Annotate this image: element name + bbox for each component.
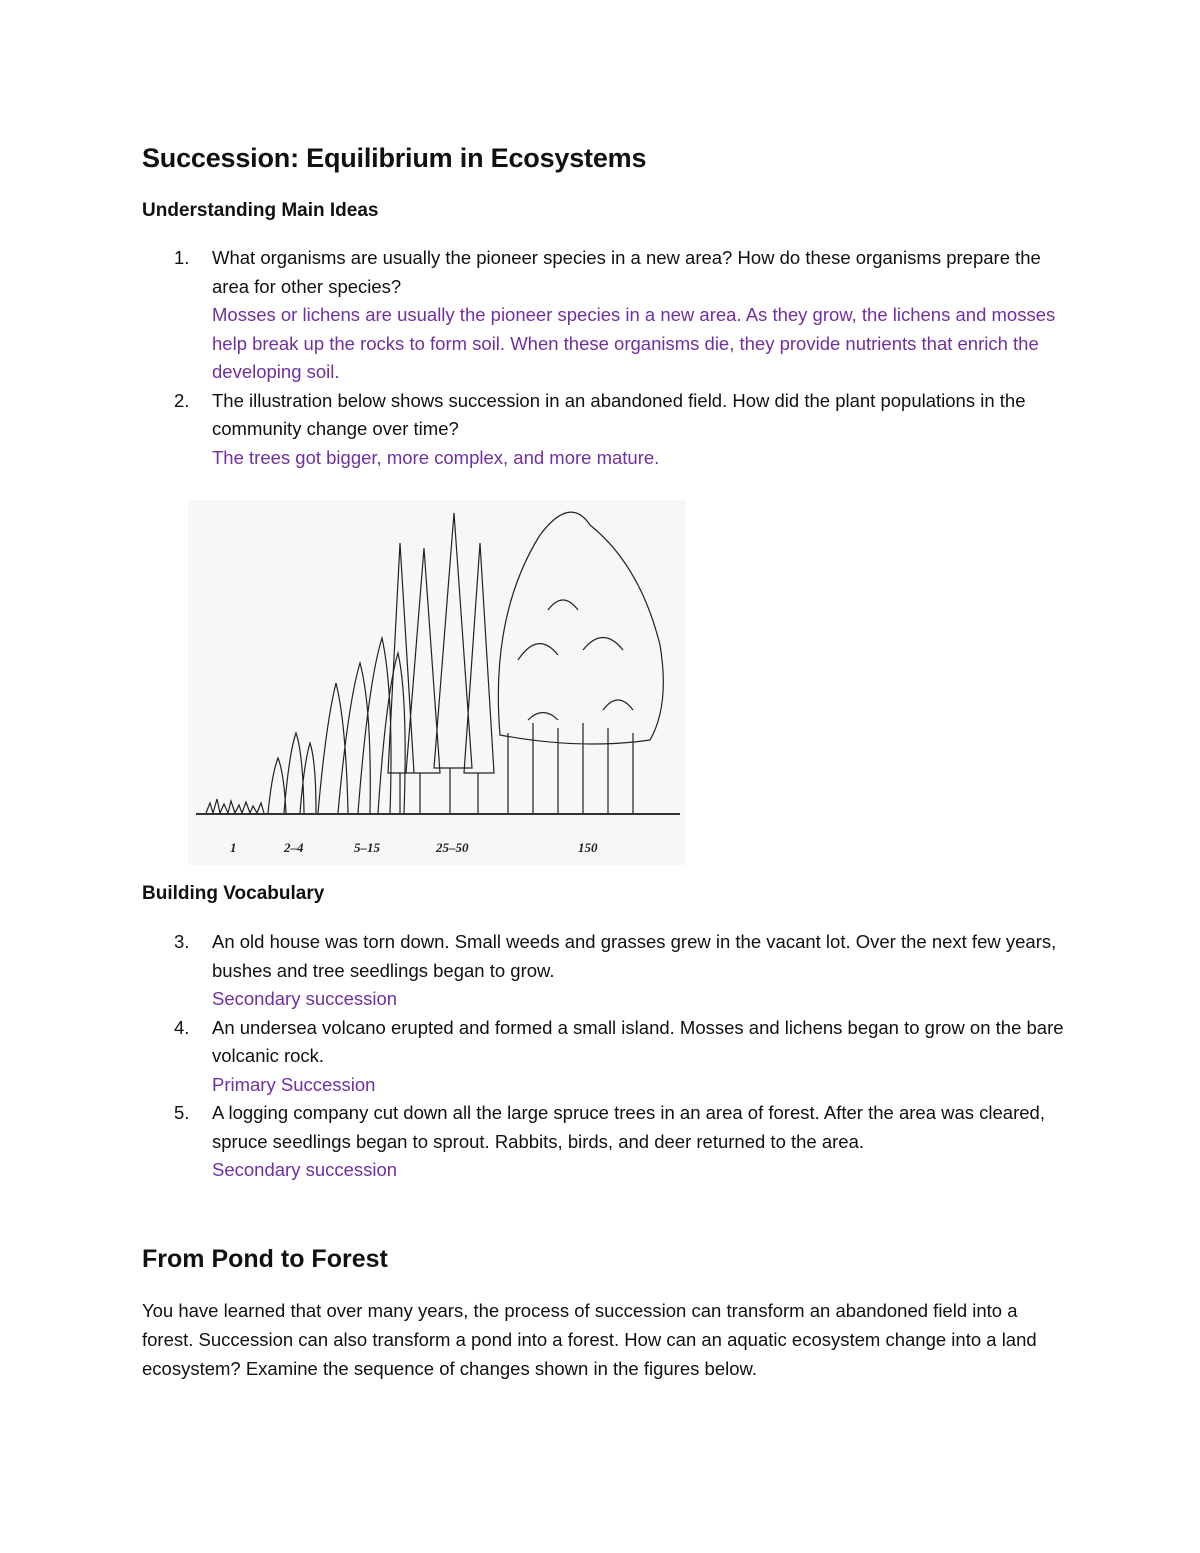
item-number: 5. — [174, 1102, 190, 1123]
list-item — [142, 1014, 1072, 1100]
answer-text: Primary Succession — [212, 1073, 376, 1095]
question-text: An undersea volcano erupted and formed a small island. Mosses and lichens began to grow on the bare volcanic rock. — [212, 1016, 1064, 1066]
age-label: 2–4 — [284, 840, 304, 855]
section-heading-vocabulary: Building Vocabulary — [142, 883, 325, 904]
body-paragraph: You have learned that over many years, the process of succession can transform an abandoned field into a forest. Succession can also transform a pond into a forest. How can an aquatic ecosystem change into a land ecosystem? Examine the sequence of changes shown in the figures below. — [142, 1300, 1037, 1379]
section-heading-main-ideas: Understanding Main Ideas — [142, 200, 379, 221]
main-ideas-list — [142, 244, 1072, 472]
list-item — [142, 387, 1072, 473]
item-number: 1. — [174, 247, 190, 268]
question-text: The illustration below shows succession in an abandoned field. How did the plant populations in the community change over time? — [212, 389, 1026, 439]
answer-text: Mosses or lichens are usually the pioneer species in a new area. As they grow, the lichens and mosses help break up the rocks to form soil. When these organisms die, they provide nutrients that enrich the developing soil. — [212, 304, 1056, 382]
age-label: 150 — [578, 840, 598, 855]
age-label: 5–15 — [354, 840, 380, 855]
question-text: A logging company cut down all the large spruce trees in an area of forest. After the area was cleared, spruce seedlings began to sprout. Rabbits, birds, and deer returned to the area. — [212, 1102, 1045, 1152]
list-item — [142, 1099, 1072, 1185]
page-title: Succession: Equilibrium in Ecosystems — [142, 143, 647, 173]
list-item — [142, 244, 1072, 387]
age-label: 1 — [230, 840, 237, 855]
answer-text: The trees got bigger, more complex, and more mature. — [212, 446, 660, 468]
item-number: 2. — [174, 389, 190, 411]
answer-text: Secondary succession — [212, 988, 398, 1009]
item-number: 4. — [174, 1016, 190, 1038]
answer-text: Secondary succession — [212, 1159, 398, 1180]
item-number: 3. — [174, 931, 190, 952]
succession-illustration — [188, 500, 686, 865]
age-label: 25–50 — [436, 840, 469, 855]
list-item — [142, 928, 1072, 1014]
section-heading-pond-to-forest: From Pond to Forest — [142, 1245, 388, 1273]
vocabulary-list — [142, 928, 1072, 1185]
question-text: What organisms are usually the pioneer species in a new area? How do these organisms prepare the area for other species? — [212, 247, 1041, 297]
question-text: An old house was torn down. Small weeds and grasses grew in the vacant lot. Over the next few years, bushes and tree seedlings began to grow. — [212, 931, 1057, 981]
